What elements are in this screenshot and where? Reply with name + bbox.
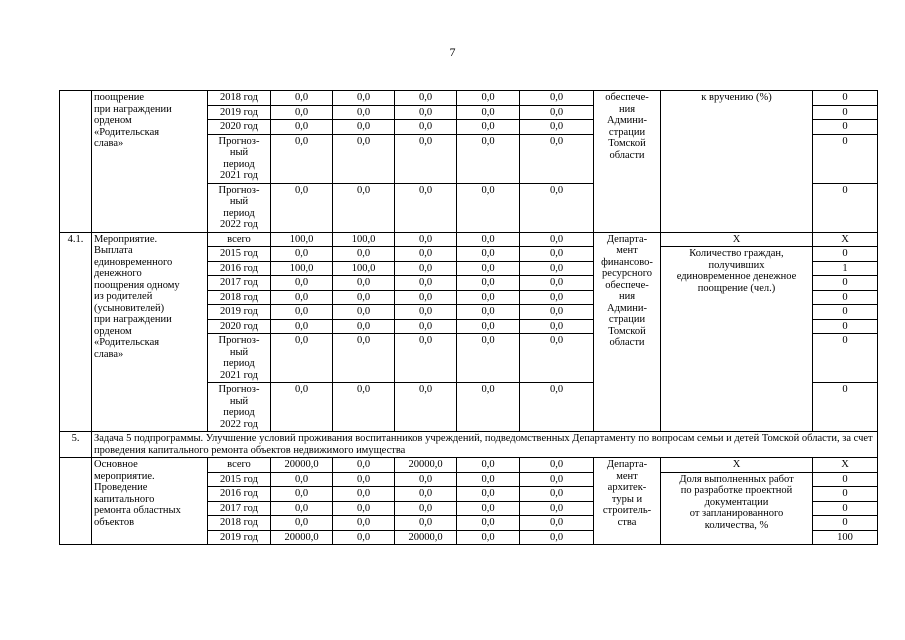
- funding-value-1: 0,0: [271, 276, 333, 291]
- period-cell: 2020 год: [208, 319, 271, 334]
- funding-value-4: 0,0: [457, 516, 520, 531]
- page-number: 7: [449, 45, 456, 59]
- funding-value-5: 0,0: [520, 383, 594, 432]
- table-row: [60, 91, 878, 106]
- funding-value-4: 0,0: [457, 276, 520, 291]
- row-number: [60, 458, 92, 545]
- funding-value-3: 0,0: [395, 120, 457, 135]
- indicator-value: 0: [813, 516, 878, 531]
- period-cell: 2018 год: [208, 516, 271, 531]
- period-cell: 2018 год: [208, 91, 271, 106]
- period-cell: Прогноз- ный период 2021 год: [208, 134, 271, 183]
- indicator-value: 0: [813, 120, 878, 135]
- funding-value-5: 0,0: [520, 247, 594, 262]
- funding-value-5: 0,0: [520, 105, 594, 120]
- funding-value-4: 0,0: [457, 334, 520, 383]
- indicator-name: Количество граждан, получивших единовременное денежное поощрение (чел.): [661, 247, 813, 432]
- funding-value-3: 0,0: [395, 516, 457, 531]
- funding-value-1: 0,0: [271, 183, 333, 232]
- funding-value-4: 0,0: [457, 530, 520, 545]
- funding-value-5: 0,0: [520, 91, 594, 106]
- period-cell: 2019 год: [208, 105, 271, 120]
- funding-value-1: 0,0: [271, 134, 333, 183]
- funding-value-2: 0,0: [333, 91, 395, 106]
- funding-value-3: 0,0: [395, 487, 457, 502]
- indicator-value: 0: [813, 276, 878, 291]
- funding-value-3: 0,0: [395, 247, 457, 262]
- funding-value-2: 0,0: [333, 487, 395, 502]
- funding-value-4: 0,0: [457, 501, 520, 516]
- funding-value-2: 100,0: [333, 232, 395, 247]
- funding-value-1: 0,0: [271, 305, 333, 320]
- indicator-value: 0: [813, 383, 878, 432]
- indicator-value: 0: [813, 334, 878, 383]
- funding-value-5: 0,0: [520, 501, 594, 516]
- period-cell: Прогноз- ный период 2022 год: [208, 383, 271, 432]
- funding-value-2: 0,0: [333, 383, 395, 432]
- funding-value-3: 0,0: [395, 290, 457, 305]
- funding-value-1: 20000,0: [271, 458, 333, 473]
- funding-value-1: 0,0: [271, 501, 333, 516]
- funding-value-3: 0,0: [395, 319, 457, 334]
- funding-value-3: 0,0: [395, 105, 457, 120]
- task-row: [60, 432, 878, 458]
- indicator-value: 0: [813, 472, 878, 487]
- funding-value-1: 100,0: [271, 261, 333, 276]
- period-cell: 2020 год: [208, 120, 271, 135]
- period-cell: 2017 год: [208, 276, 271, 291]
- task-number: 5.: [60, 432, 92, 458]
- activity-name: поощрение при награждении орденом «Родительская слава»: [92, 91, 208, 233]
- funding-value-3: 20000,0: [395, 458, 457, 473]
- row-number: [60, 91, 92, 233]
- funding-value-3: 0,0: [395, 183, 457, 232]
- funding-value-5: 0,0: [520, 232, 594, 247]
- executor-cell: Департа- мент финансово- ресурсного обеспече- ния Админи- страции Томской области: [594, 232, 661, 432]
- funding-value-1: 0,0: [271, 290, 333, 305]
- funding-value-1: 0,0: [271, 472, 333, 487]
- funding-value-2: 0,0: [333, 183, 395, 232]
- funding-value-2: 0,0: [333, 247, 395, 262]
- task-text: Задача 5 подпрограммы. Улучшение условий проживания воспитанников учреждений, подведомственных Департаменту по вопросам семьи и детей Томской области, за счет проведения капитального ремонта объектов недвижимого имущества: [92, 432, 878, 458]
- funding-value-2: 0,0: [333, 472, 395, 487]
- funding-value-4: 0,0: [457, 247, 520, 262]
- funding-value-4: 0,0: [457, 290, 520, 305]
- funding-value-2: 0,0: [333, 105, 395, 120]
- table-row: [60, 458, 878, 473]
- funding-value-5: 0,0: [520, 319, 594, 334]
- activity-name: Основное мероприятие. Проведение капитального ремонта областных объектов: [92, 458, 208, 545]
- funding-value-4: 0,0: [457, 232, 520, 247]
- funding-value-5: 0,0: [520, 472, 594, 487]
- funding-value-4: 0,0: [457, 458, 520, 473]
- funding-value-3: 0,0: [395, 383, 457, 432]
- table-row: [60, 232, 878, 247]
- funding-value-2: 0,0: [333, 501, 395, 516]
- indicator-value: 0: [813, 319, 878, 334]
- funding-value-3: 0,0: [395, 261, 457, 276]
- funding-value-3: 20000,0: [395, 530, 457, 545]
- indicator-value: 0: [813, 105, 878, 120]
- indicator-name: к вручению (%): [661, 91, 813, 233]
- indicator-value: 0: [813, 487, 878, 502]
- period-cell: 2019 год: [208, 530, 271, 545]
- funding-value-2: 0,0: [333, 276, 395, 291]
- funding-value-4: 0,0: [457, 319, 520, 334]
- period-cell: Прогноз- ный период 2022 год: [208, 183, 271, 232]
- period-cell: 2015 год: [208, 247, 271, 262]
- program-table: [59, 90, 878, 545]
- funding-value-1: 0,0: [271, 319, 333, 334]
- period-cell: 2017 год: [208, 501, 271, 516]
- period-cell: 2015 год: [208, 472, 271, 487]
- funding-value-5: 0,0: [520, 487, 594, 502]
- funding-value-5: 0,0: [520, 183, 594, 232]
- funding-value-1: 0,0: [271, 516, 333, 531]
- funding-value-4: 0,0: [457, 261, 520, 276]
- funding-value-5: 0,0: [520, 261, 594, 276]
- funding-value-1: 0,0: [271, 105, 333, 120]
- indicator-value: 0: [813, 183, 878, 232]
- funding-value-1: 0,0: [271, 91, 333, 106]
- funding-value-4: 0,0: [457, 134, 520, 183]
- indicator-value: 100: [813, 530, 878, 545]
- indicator-value: 0: [813, 134, 878, 183]
- funding-value-1: 20000,0: [271, 530, 333, 545]
- executor-cell: Департа- мент архитек- туры и строитель- ства: [594, 458, 661, 545]
- funding-value-2: 0,0: [333, 516, 395, 531]
- funding-value-2: 0,0: [333, 120, 395, 135]
- period-cell: 2018 год: [208, 290, 271, 305]
- indicator-value: 0: [813, 91, 878, 106]
- funding-value-4: 0,0: [457, 383, 520, 432]
- funding-value-5: 0,0: [520, 276, 594, 291]
- period-cell: 2019 год: [208, 305, 271, 320]
- funding-value-3: 0,0: [395, 334, 457, 383]
- indicator-value: 0: [813, 247, 878, 262]
- row-number: 4.1.: [60, 232, 92, 432]
- funding-value-3: 0,0: [395, 472, 457, 487]
- funding-value-4: 0,0: [457, 305, 520, 320]
- executor-cell: обеспече- ния Админи- страции Томской области: [594, 91, 661, 233]
- indicator-x: X: [661, 232, 813, 247]
- indicator-name: Доля выполненных работ по разработке проектной документации от запланированного количества, %: [661, 472, 813, 545]
- funding-value-5: 0,0: [520, 134, 594, 183]
- funding-value-1: 0,0: [271, 383, 333, 432]
- funding-value-2: 0,0: [333, 305, 395, 320]
- period-cell: всего: [208, 458, 271, 473]
- funding-value-2: 0,0: [333, 319, 395, 334]
- funding-value-4: 0,0: [457, 472, 520, 487]
- indicator-value: X: [813, 458, 878, 473]
- funding-value-1: 0,0: [271, 247, 333, 262]
- funding-value-4: 0,0: [457, 487, 520, 502]
- funding-value-3: 0,0: [395, 232, 457, 247]
- funding-value-5: 0,0: [520, 290, 594, 305]
- funding-value-3: 0,0: [395, 501, 457, 516]
- period-cell: 2016 год: [208, 487, 271, 502]
- funding-value-3: 0,0: [395, 91, 457, 106]
- indicator-x: X: [661, 458, 813, 473]
- indicator-value: 1: [813, 261, 878, 276]
- funding-value-3: 0,0: [395, 134, 457, 183]
- funding-value-5: 0,0: [520, 516, 594, 531]
- funding-value-2: 0,0: [333, 334, 395, 383]
- funding-value-4: 0,0: [457, 120, 520, 135]
- indicator-value: 0: [813, 290, 878, 305]
- funding-value-5: 0,0: [520, 458, 594, 473]
- indicator-value: 0: [813, 501, 878, 516]
- funding-value-1: 0,0: [271, 334, 333, 383]
- funding-value-4: 0,0: [457, 105, 520, 120]
- funding-value-4: 0,0: [457, 183, 520, 232]
- funding-value-5: 0,0: [520, 305, 594, 320]
- activity-name: Мероприятие. Выплата единовременного денежного поощрения одному из родителей (усыновителей) при награждении орденом «Родительская слава»: [92, 232, 208, 432]
- funding-value-2: 0,0: [333, 290, 395, 305]
- funding-value-1: 100,0: [271, 232, 333, 247]
- funding-value-5: 0,0: [520, 120, 594, 135]
- funding-value-5: 0,0: [520, 530, 594, 545]
- indicator-value: X: [813, 232, 878, 247]
- funding-value-3: 0,0: [395, 305, 457, 320]
- funding-value-2: 100,0: [333, 261, 395, 276]
- funding-value-2: 0,0: [333, 458, 395, 473]
- funding-value-2: 0,0: [333, 530, 395, 545]
- funding-value-2: 0,0: [333, 134, 395, 183]
- period-cell: 2016 год: [208, 261, 271, 276]
- funding-value-1: 0,0: [271, 120, 333, 135]
- period-cell: всего: [208, 232, 271, 247]
- funding-value-1: 0,0: [271, 487, 333, 502]
- funding-value-5: 0,0: [520, 334, 594, 383]
- funding-value-3: 0,0: [395, 276, 457, 291]
- indicator-value: 0: [813, 305, 878, 320]
- funding-value-4: 0,0: [457, 91, 520, 106]
- period-cell: Прогноз- ный период 2021 год: [208, 334, 271, 383]
